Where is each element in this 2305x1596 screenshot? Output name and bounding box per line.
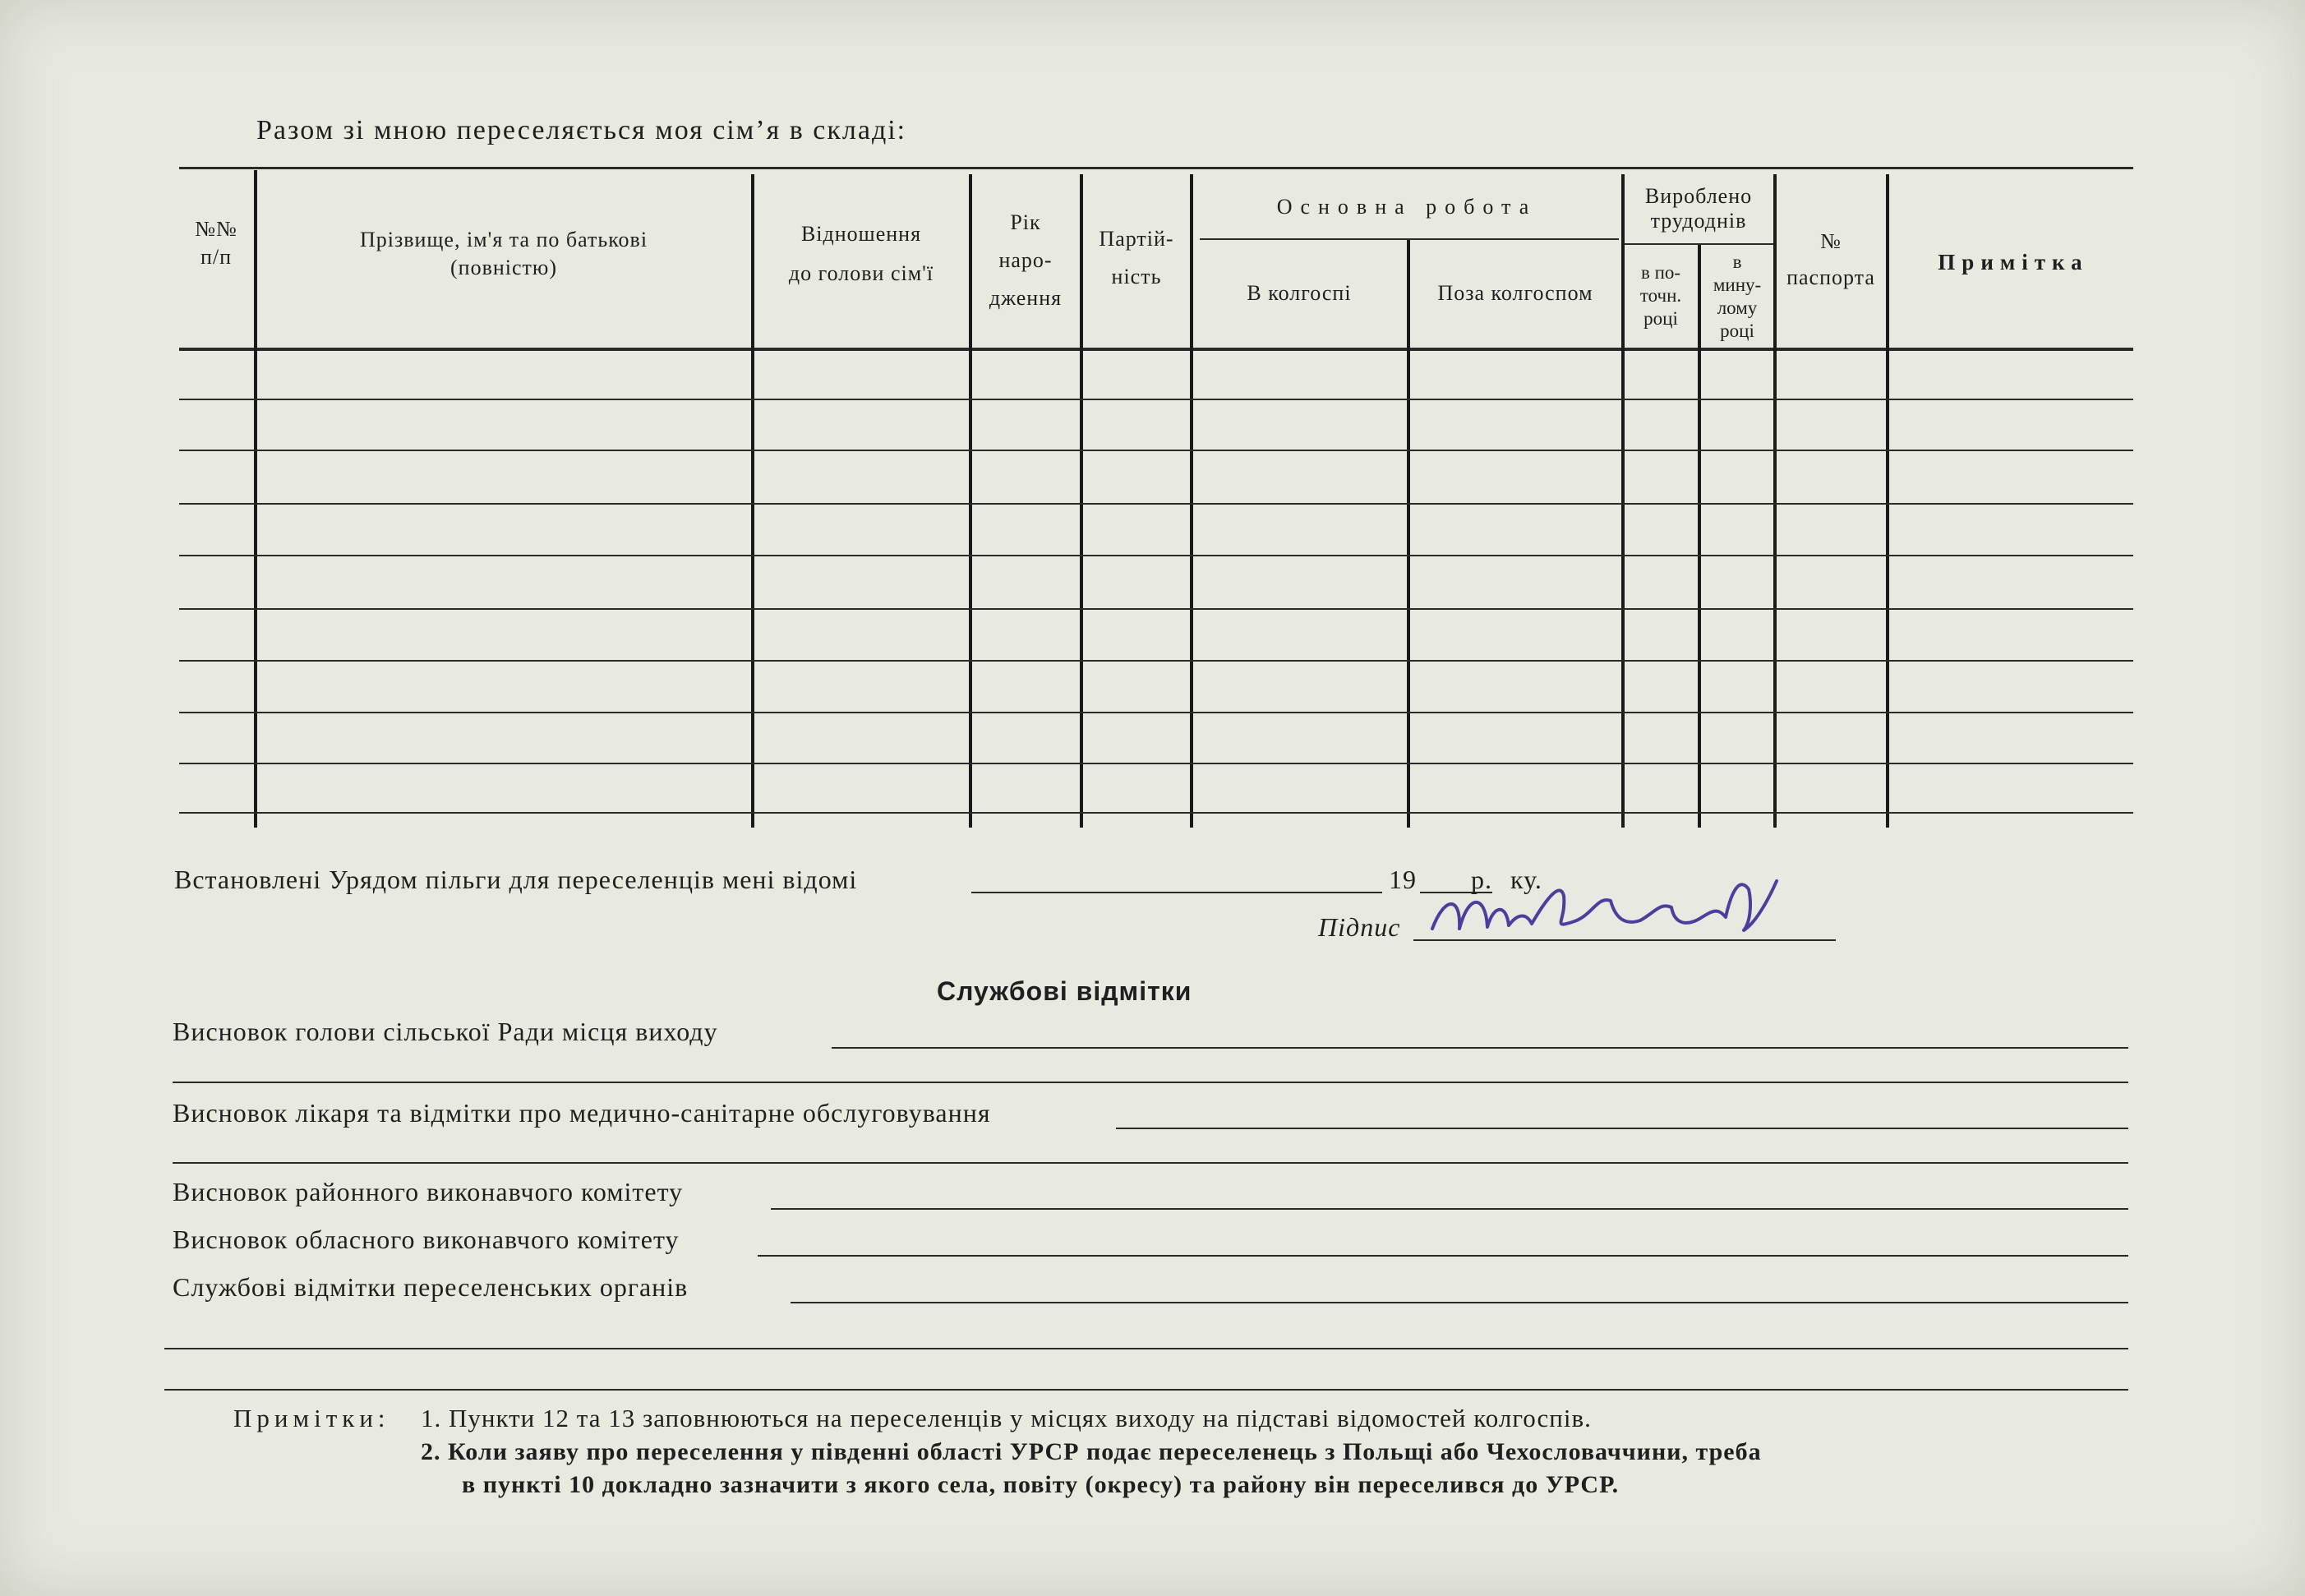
resettlement-line-3 bbox=[164, 1389, 2128, 1391]
signature-mark bbox=[1428, 871, 1790, 949]
resettlement-line bbox=[791, 1302, 2128, 1303]
doctor-line bbox=[1116, 1128, 2128, 1129]
table-row bbox=[179, 812, 2133, 814]
notes-item-2-cont: в пункті 10 докладно зазначити з якого села, повіту (окресу) та району він переселився до УРСР. bbox=[462, 1471, 1620, 1498]
header-relation-line: Відношення bbox=[800, 222, 922, 246]
signature-label: Підпис bbox=[1318, 912, 1401, 942]
col-line-6 bbox=[1407, 240, 1410, 828]
header-note: Примітка bbox=[1938, 250, 2089, 274]
benefits-year-tail: ку. bbox=[1510, 865, 1542, 894]
village-council-line bbox=[832, 1047, 2128, 1049]
header-passport-line: паспорта bbox=[1786, 265, 1875, 289]
table-row bbox=[179, 399, 2133, 400]
header-birth-line: наро- bbox=[998, 248, 1053, 272]
official-district: Висновок районного виконавчого комітету bbox=[173, 1177, 684, 1206]
header-birth bbox=[972, 204, 1079, 317]
official-doctor: Висновок лікаря та відмітки про медично-санітарне обслуговування bbox=[173, 1098, 991, 1128]
table-row bbox=[179, 450, 2133, 451]
district-line bbox=[771, 1208, 2128, 1210]
header-main-work: Основна робота bbox=[1276, 195, 1537, 219]
doctor-line-2 bbox=[173, 1162, 2128, 1164]
table-row bbox=[179, 660, 2133, 662]
header-birth-line: дження bbox=[989, 286, 1063, 310]
header-party bbox=[1083, 220, 1190, 296]
header-passport-line: № bbox=[1820, 229, 1842, 253]
header-last-year-line: в bbox=[1732, 251, 1742, 272]
header-kolhosp: В колгоспі bbox=[1247, 281, 1352, 305]
notes-item-2: 2. Коли заяву про переселення у південні області УРСР подає переселенець з Польщі або Чехословаччини, треба bbox=[421, 1438, 1762, 1465]
header-current-year-line: році bbox=[1643, 308, 1678, 329]
benefits-year-prefix: 19 bbox=[1389, 865, 1417, 894]
notes-label: Примітки: bbox=[233, 1404, 390, 1432]
table-header-bottom bbox=[179, 348, 2133, 351]
official-oblast: Висновок обласного виконавчого комітету bbox=[173, 1225, 680, 1254]
header-num-line: п/п bbox=[200, 245, 233, 269]
table-row bbox=[179, 503, 2133, 505]
header-last-year-line: році bbox=[1720, 321, 1754, 341]
header-passport bbox=[1777, 224, 1885, 296]
header-workdays-line: трудоднів bbox=[1650, 209, 1747, 233]
col-line-10 bbox=[1886, 174, 1889, 828]
header-last-year bbox=[1701, 251, 1773, 343]
official-title: Службові відмітки bbox=[937, 976, 1192, 1006]
table-row bbox=[179, 555, 2133, 556]
header-party-line: Партій- bbox=[1099, 227, 1174, 251]
village-council-line-2 bbox=[173, 1082, 2128, 1083]
header-relation-line: до голови сім'ї bbox=[788, 261, 934, 285]
header-relation bbox=[754, 220, 968, 288]
header-current-year bbox=[1625, 261, 1697, 330]
benefits-date-line bbox=[971, 892, 1382, 893]
intro-text: Разом зі мною переселяється моя сім’я в складі: bbox=[256, 115, 907, 145]
table-row bbox=[179, 763, 2133, 764]
header-workdays-line: Вироблено bbox=[1644, 184, 1753, 208]
header-name-line: Прізвище, ім'я та по батькові bbox=[359, 228, 648, 251]
header-current-year-line: в по- bbox=[1640, 262, 1681, 283]
header-workdays bbox=[1625, 184, 1773, 233]
col-line-5 bbox=[1190, 174, 1193, 828]
official-village-council: Висновок голови сільської Ради місця виходу bbox=[173, 1017, 718, 1046]
header-outside: Поза колгоспом bbox=[1437, 281, 1593, 305]
official-resettlement: Службові відмітки переселенських органів bbox=[173, 1272, 689, 1302]
header-last-year-line: мину- bbox=[1713, 274, 1762, 295]
header-name bbox=[257, 226, 750, 282]
resettlement-line-2 bbox=[164, 1348, 2128, 1349]
table-row bbox=[179, 608, 2133, 610]
benefits-text: Встановлені Урядом пільги для переселенців мені відомі bbox=[174, 865, 858, 894]
header-party-line: ність bbox=[1111, 265, 1162, 288]
notes-item-1: 1. Пункти 12 та 13 заповнюються на переселенців у місцях виходу на підставі відомостей колгоспів. bbox=[421, 1404, 1592, 1432]
header-birth-line: Рік bbox=[1010, 210, 1041, 234]
header-last-year-line: лому bbox=[1717, 298, 1758, 318]
table-top-border bbox=[179, 167, 2133, 169]
header-num bbox=[179, 215, 253, 271]
benefits-year-suffix: р. bbox=[1471, 865, 1492, 894]
table-row bbox=[179, 712, 2133, 713]
header-num-line: №№ bbox=[195, 217, 237, 241]
header-name-line: (повністю) bbox=[450, 256, 557, 279]
oblast-line bbox=[758, 1255, 2128, 1257]
header-current-year-line: точн. bbox=[1639, 285, 1682, 306]
